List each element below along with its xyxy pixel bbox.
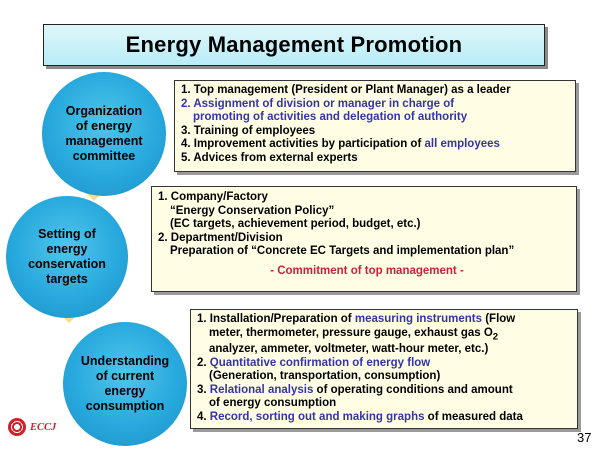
cons-line-6-highlight: Relational analysis xyxy=(209,383,314,396)
org-item-4-highlight: all employees xyxy=(424,138,500,150)
org-item-2a: 2. Assignment of division or manager in charge of xyxy=(181,97,455,110)
cons-line-1 xyxy=(197,313,577,327)
title-banner xyxy=(43,24,545,66)
cons-line-4-num: 2. xyxy=(197,356,210,369)
page-number: 37 xyxy=(577,430,592,445)
cons-line-8 xyxy=(197,411,577,425)
cons-line-6 xyxy=(197,384,577,398)
circle-label-consumption: Understanding of current energy consumption xyxy=(80,354,170,413)
page-title: Energy Management Promotion xyxy=(125,32,463,57)
org-item-5: 5. Advices from external experts xyxy=(181,151,358,164)
cons-line-6-num: 3. xyxy=(197,383,210,396)
cons-line-6-suffix: of operating conditions and amount xyxy=(313,383,513,396)
org-item-4-text: 4. Improvement activities by participation of xyxy=(181,138,425,150)
cons-line-8-highlight: Record, sorting out and making graphs xyxy=(209,410,425,423)
eccj-logo-text: ECCJ xyxy=(30,421,57,433)
cons-line-1-text: 1. Installation/Preparation of xyxy=(197,313,355,325)
cons-line-1-suffix: (Flow xyxy=(482,313,516,325)
circle-consumption xyxy=(63,322,187,446)
circle-organization xyxy=(42,72,166,196)
cons-line-2-subscript: 2 xyxy=(492,330,499,342)
cons-line-7: of energy consumption xyxy=(209,397,337,410)
eccj-logo-icon xyxy=(8,418,26,436)
cons-line-2 xyxy=(197,327,577,344)
targets-list-box xyxy=(151,186,577,292)
circle-targets xyxy=(6,196,128,318)
consumption-list-box xyxy=(190,309,578,429)
targets-line-2: “Energy Conservation Policy” xyxy=(170,204,335,217)
cons-line-8-num: 4. xyxy=(197,410,210,423)
org-item-3: 3. Training of employees xyxy=(181,124,316,137)
targets-line-4: 2. Department/Division xyxy=(158,231,283,244)
cons-line-4 xyxy=(197,357,577,371)
targets-line-1: 1. Company/Factory xyxy=(158,191,268,203)
cons-line-3: analyzer, ammeter, voltmeter, watt-hour meter, etc.) xyxy=(209,343,489,356)
org-item-2b: promoting of activities and delegation of authority xyxy=(193,111,468,123)
commitment-note: - Commitment of top management - xyxy=(270,264,464,277)
circle-label-organization: Organization of energy management committee xyxy=(65,104,143,163)
targets-line-3: (EC targets, achievement period, budget, etc.) xyxy=(170,218,421,230)
eccj-logo xyxy=(8,418,56,436)
cons-line-5: (Generation, transportation, consumption) xyxy=(209,370,441,383)
cons-line-2-text: meter, thermometer, pressure gauge, exhaust gas O xyxy=(209,326,493,339)
cons-line-4-highlight: Quantitative confirmation of energy flow xyxy=(209,356,431,369)
organization-list-box xyxy=(174,80,576,172)
targets-line-5: Preparation of “Concrete EC Targets and implementation plan” xyxy=(170,245,515,257)
cons-line-8-suffix: of measured data xyxy=(424,410,523,423)
circle-label-targets: Setting of energy conservation targets xyxy=(28,227,106,286)
org-item-4 xyxy=(181,138,575,152)
org-item-1: 1. Top management (President or Plant Manager) as a leader xyxy=(181,84,511,96)
cons-line-1-highlight: measuring instruments xyxy=(354,313,483,325)
